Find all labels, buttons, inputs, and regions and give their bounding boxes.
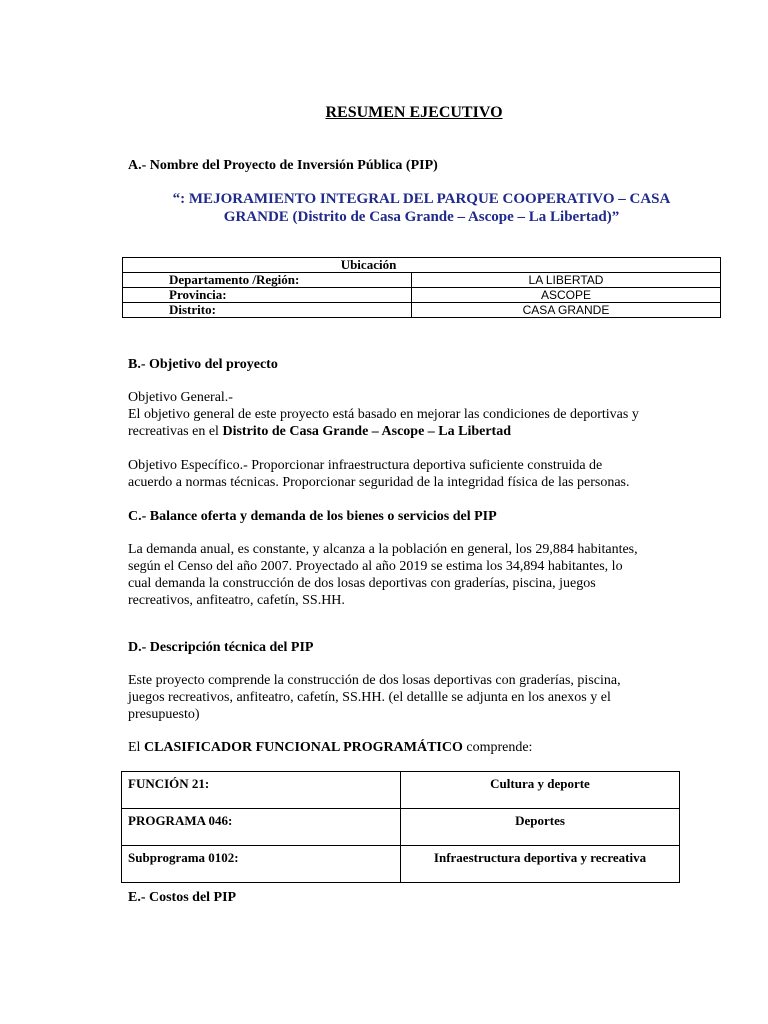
page-title: RESUMEN EJECUTIVO xyxy=(325,104,503,121)
classifier-label: FUNCIÓN 21: xyxy=(122,772,401,809)
classifier-value: Infraestructura deportiva y recreativa xyxy=(401,846,680,883)
table-row xyxy=(122,846,680,883)
section-c-text-2: según el Censo del año 2007. Proyectado al año 2019 se estima los 34,894 habitantes, lo xyxy=(128,559,623,574)
section-d-text-3: presupuesto) xyxy=(128,707,200,722)
project-name-line-2: GRANDE (Distrito de Casa Grande – Ascope – La Libertad)” xyxy=(223,209,620,225)
objective-general-location: Distrito de Casa Grande – Ascope – La Libertad xyxy=(222,424,512,439)
classifier-table xyxy=(121,771,680,883)
section-d-text-1: Este proyecto comprende la construcción de dos losas deportivas con graderías, piscina, xyxy=(128,673,621,688)
section-e-heading: E.- Costos del PIP xyxy=(128,890,237,905)
location-value: ASCOPE xyxy=(412,288,721,303)
classifier-value: Deportes xyxy=(401,809,680,846)
objective-specific-text-2: acuerdo a normas técnicas. Proporcionar seguridad de la integridad física de las personas. xyxy=(128,475,630,490)
location-label: Provincia: xyxy=(123,288,412,303)
objective-general-prefix: recreativas en el xyxy=(128,424,223,439)
location-value: CASA GRANDE xyxy=(412,303,721,318)
section-c-text-3: cual demanda la construcción de dos losas deportivas con graderías, piscina, juegos xyxy=(128,576,596,591)
objective-general-title: Objetivo General.- xyxy=(128,390,233,405)
location-label: Distrito: xyxy=(123,303,412,318)
classifier-label: PROGRAMA 046: xyxy=(122,809,401,846)
location-table-header: Ubicación xyxy=(123,258,721,273)
section-a-heading: A.- Nombre del Proyecto de Inversión Pública (PIP) xyxy=(128,158,438,173)
section-d-heading: D.- Descripción técnica del PIP xyxy=(128,640,314,655)
table-row xyxy=(123,273,721,288)
location-value: LA LIBERTAD xyxy=(412,273,721,288)
section-c-text-1: La demanda anual, es constante, y alcanza a la población en general, los 29,884 habitantes, xyxy=(128,542,638,557)
section-c-text-4: recreativos, anfiteatro, cafetín, SS.HH. xyxy=(128,593,345,608)
section-d-text-2: juegos recreativos, anfiteatro, cafetín, SS.HH. (el detallle se adjunta en los anexos y el xyxy=(128,690,611,705)
objective-general-text-1: El objetivo general de este proyecto está basado en mejorar las condiciones de deportivas y xyxy=(128,407,639,422)
objective-specific-text-1: Objetivo Específico.- Proporcionar infraestructura deportiva suficiente construida de xyxy=(128,458,603,473)
classifier-intro-suffix: comprende: xyxy=(462,740,533,755)
project-name-line-1: “: MEJORAMIENTO INTEGRAL DEL PARQUE COOPERATIVO – CASA xyxy=(172,191,671,207)
classifier-value: Cultura y deporte xyxy=(401,772,680,809)
section-c-heading: C.- Balance oferta y demanda de los bienes o servicios del PIP xyxy=(128,509,497,524)
table-row xyxy=(122,772,680,809)
classifier-intro xyxy=(128,739,532,756)
table-row xyxy=(122,809,680,846)
table-row xyxy=(123,303,721,318)
classifier-intro-prefix: El xyxy=(128,740,144,755)
classifier-label: Subprograma 0102: xyxy=(122,846,401,883)
location-label: Departamento /Región: xyxy=(123,273,412,288)
location-table xyxy=(122,257,721,318)
objective-general-text-2 xyxy=(128,423,511,440)
table-row xyxy=(123,288,721,303)
section-b-heading: B.- Objetivo del proyecto xyxy=(128,357,278,372)
classifier-intro-bold: CLASIFICADOR FUNCIONAL PROGRAMÁTICO xyxy=(143,740,463,755)
